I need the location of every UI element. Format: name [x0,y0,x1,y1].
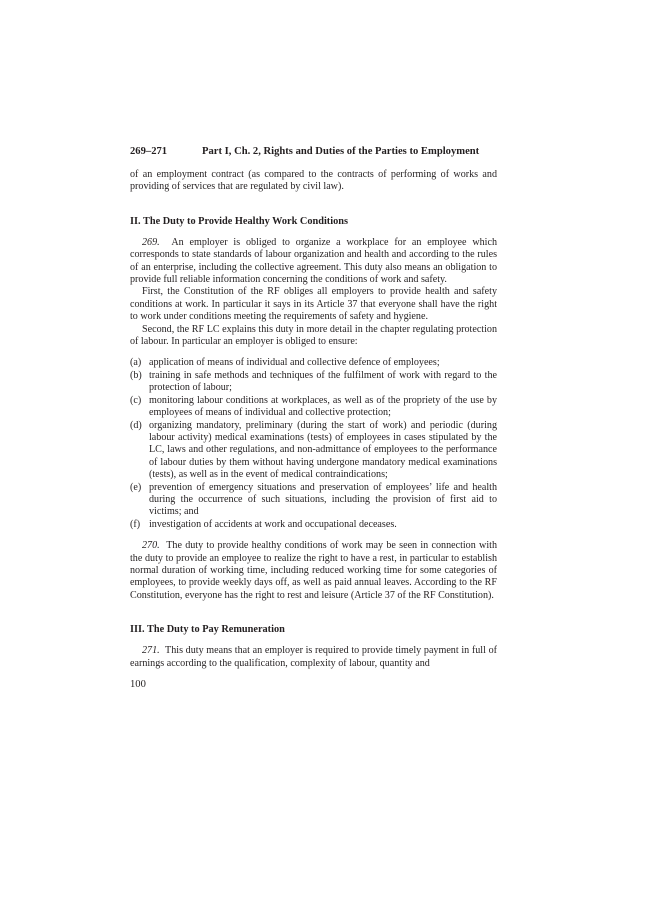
page-number: 100 [130,679,146,690]
paragraph-number-271: 271. [142,645,160,657]
list-item [130,357,497,369]
list-item-text: organizing mandatory, preliminary (during the start of work) and periodic (during labour activity) medical examinations (tests) of employees in cases stipulated by the LC, laws and other regulations, and non-admittance of employees to the performance of labour duties by them without having undergone mandatory medical examinations (tests), as well as in the event of medical contraindications; [149,419,497,481]
paragraph-269-text: An employer is obliged to organize a workplace for an employee which corresponds to state standards of labour organization and health and according to the rules of an enterprise, including the collective agreement. This duty also means an obligation to provide full reliable information concerning the conditions of work and safety. [130,236,497,286]
paragraph-269 [130,237,497,287]
running-head-range: 269–271 [130,146,168,157]
list-item-text: application of means of individual and collective defence of employees; [149,357,440,369]
running-head-title: Part I, Ch. 2, Rights and Duties of the Parties to Employment [202,146,480,157]
list-item-text: training in safe methods and techniques of the fulfilment of work with regard to the protection of labour; [149,369,497,394]
paragraph-271-text: This duty means that an employer is required to provide timely payment in full of earnings according to the qualification, complexity of labour, quantity and [130,645,497,669]
list-item [130,370,497,395]
paragraph-270-text: The duty to provide healthy conditions of work may be seen in connection with the duty to provide an employee to realize the right to have a rest, in particular to establish normal duration of working time, including reduced working time for some categories of employees, to provide weekly days off, as well as paid annual leaves. According to the RF Constitution, everyone has the right to rest and leisure (Article 37 of the RF Constitution). [130,540,498,601]
obligations-list [130,357,497,531]
list-item-text: investigation of accidents at work and occupational deceases. [149,518,397,530]
list-item-text: monitoring labour conditions at workplaces, as well as of the propriety of the use by employees of means of individual and collective protection; [149,394,497,419]
paragraph-number-270: 270. [142,540,160,552]
paragraph-270 [130,540,497,602]
paragraph-second: Second, the RF LC explains this duty in more detail in the chapter regulating protection of labour. In particular an employer is obliged to ensure: [130,323,497,348]
section-ii-heading: II. The Duty to Provide Healthy Work Conditions [130,215,348,227]
paragraph-271 [130,645,497,670]
paragraph-number-269: 269. [142,236,160,248]
list-item [130,420,497,482]
list-item-label: (f) [130,518,141,530]
list-item-text: prevention of emergency situations and preservation of employees’ life and health during the occurrence of such situations, including the provision of first aid to victims; and [149,481,497,518]
list-item-label: (e) [130,481,142,493]
intro-paragraph: of an employment contract (as compared to the contracts of performing of works and providing of services that are regulated by civil law). [130,169,497,193]
list-item [130,395,497,420]
list-item-label: (b) [130,369,142,381]
page-content [130,145,497,691]
list-item-label: (d) [130,419,142,431]
list-item [130,482,497,519]
list-item-label: (c) [130,394,142,406]
list-item [130,519,497,531]
section-iii-heading: III. The Duty to Pay Remuneration [130,624,285,636]
list-item-label: (a) [130,357,142,369]
running-head [130,145,497,158]
paragraph-first: First, the Constitution of the RF obliges all employers to provide health and safety conditions at work. In particular it says in its Article 37 that everyone shall have the right to work under conditions meeting the requirements of safety and hygiene. [130,286,497,323]
